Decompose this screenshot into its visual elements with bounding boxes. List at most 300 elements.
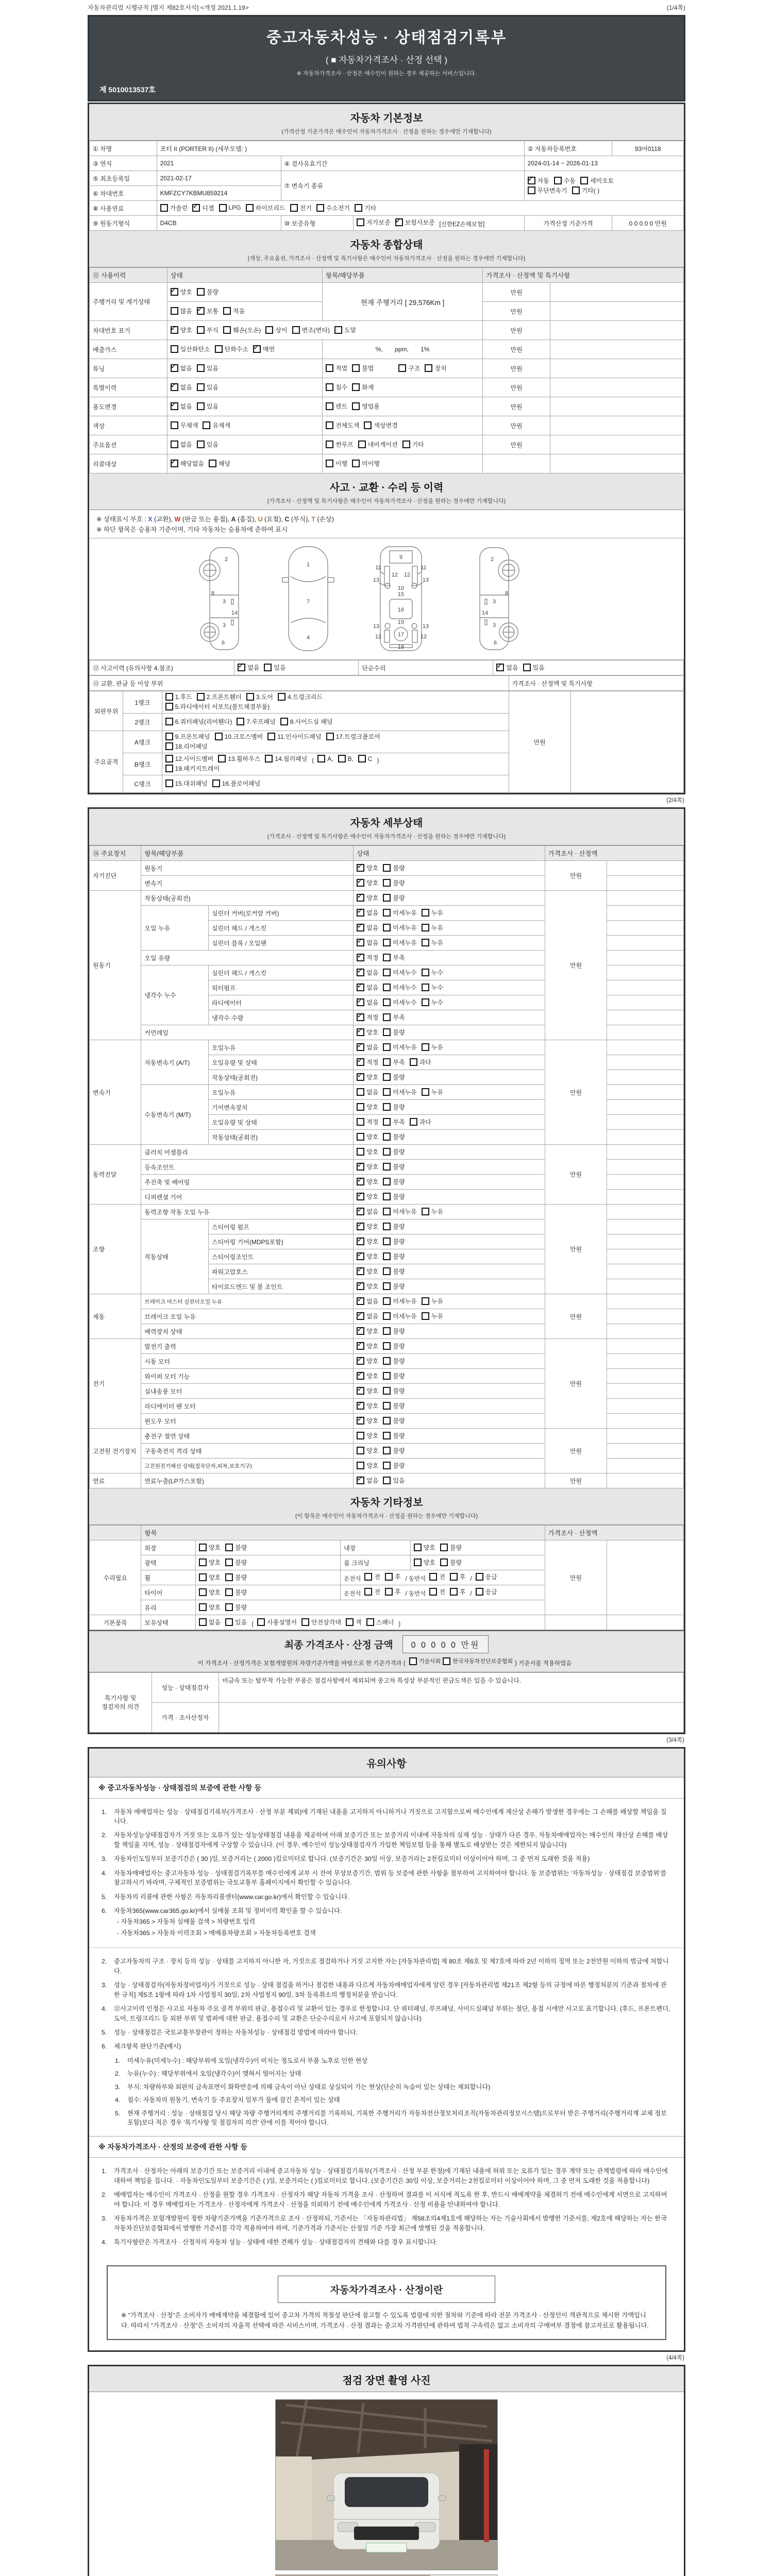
- unchecked-box-icon[interactable]: [383, 1223, 391, 1230]
- checkbox-3.도어[interactable]: [246, 692, 273, 701]
- checkbox-없음[interactable]: [171, 402, 192, 411]
- checkbox-C[interactable]: [358, 755, 373, 762]
- checkbox-12.사이드멤버[interactable]: [165, 754, 214, 763]
- checked-box-icon[interactable]: [171, 402, 178, 410]
- checked-box-icon[interactable]: [357, 1297, 364, 1305]
- checked-box-icon[interactable]: [357, 1402, 364, 1410]
- unchecked-box-icon[interactable]: [422, 969, 429, 976]
- checkbox-양호[interactable]: [171, 287, 192, 296]
- checkbox-양호[interactable]: [357, 1147, 378, 1156]
- checkbox-과다[interactable]: [410, 1117, 431, 1126]
- checked-box-icon[interactable]: [171, 460, 178, 467]
- unchecked-box-icon[interactable]: [383, 1163, 391, 1171]
- unchecked-box-icon[interactable]: [225, 1603, 233, 1611]
- checked-box-icon[interactable]: [357, 984, 364, 991]
- checkbox-없음[interactable]: [171, 364, 192, 372]
- checkbox-불량[interactable]: [383, 1327, 405, 1335]
- unchecked-box-icon[interactable]: [225, 1588, 233, 1596]
- checkbox-양호[interactable]: [357, 878, 378, 887]
- unchecked-box-icon[interactable]: [355, 204, 362, 212]
- checkbox-전[interactable]: [429, 1587, 445, 1596]
- checkbox-불량[interactable]: [383, 1282, 405, 1291]
- checkbox-불량[interactable]: [440, 1558, 462, 1567]
- checkbox-17.트렁크플로어[interactable]: [326, 732, 380, 741]
- checkbox-불량[interactable]: [225, 1573, 247, 1582]
- unchecked-box-icon[interactable]: [171, 307, 178, 315]
- checkbox-양호[interactable]: [357, 1416, 378, 1425]
- checkbox-양호[interactable]: [199, 1558, 221, 1567]
- checkbox-전[interactable]: [364, 1587, 380, 1596]
- unchecked-box-icon[interactable]: [357, 1148, 364, 1156]
- unchecked-box-icon[interactable]: [450, 1588, 458, 1596]
- unchecked-box-icon[interactable]: [352, 460, 360, 467]
- checkbox-13.휠하우스[interactable]: [218, 754, 260, 763]
- checkbox-영업용[interactable]: [352, 402, 380, 411]
- checkbox-양호[interactable]: [357, 1177, 378, 1186]
- checkbox-과다[interactable]: [410, 1058, 431, 1066]
- checkbox-적정[interactable]: [357, 1013, 378, 1022]
- unchecked-box-icon[interactable]: [225, 1618, 233, 1626]
- unchecked-box-icon[interactable]: [383, 924, 391, 931]
- checkbox-없음[interactable]: [357, 1043, 378, 1052]
- checkbox-불량[interactable]: [225, 1543, 247, 1552]
- checkbox-B,[interactable]: [338, 755, 354, 762]
- checkbox-부식[interactable]: [197, 326, 219, 334]
- checkbox-부족[interactable]: [383, 1013, 405, 1022]
- checkbox-후[interactable]: [450, 1572, 466, 1581]
- checkbox-없음[interactable]: [357, 1207, 378, 1216]
- checkbox-없음[interactable]: [357, 968, 378, 977]
- checked-box-icon[interactable]: [357, 909, 364, 917]
- unchecked-box-icon[interactable]: [364, 421, 372, 429]
- checkbox-한국자동차진단보증협회[interactable]: [443, 1657, 513, 1665]
- checkbox-7.루프패널[interactable]: [237, 717, 275, 726]
- unchecked-box-icon[interactable]: [352, 402, 360, 410]
- checked-box-icon[interactable]: [171, 383, 178, 391]
- checked-box-icon[interactable]: [357, 1387, 364, 1395]
- unchecked-box-icon[interactable]: [257, 1618, 265, 1626]
- checked-box-icon[interactable]: [357, 1282, 364, 1290]
- checkbox-불량[interactable]: [225, 1588, 247, 1597]
- checked-box-icon[interactable]: [357, 1372, 364, 1380]
- checked-box-icon[interactable]: [357, 1043, 364, 1051]
- checkbox-보통[interactable]: [197, 307, 219, 315]
- unchecked-box-icon[interactable]: [383, 1118, 391, 1126]
- checkbox-미세누유[interactable]: [383, 1207, 416, 1216]
- checkbox-도말[interactable]: [334, 326, 356, 334]
- unchecked-box-icon[interactable]: [383, 939, 391, 946]
- unchecked-box-icon[interactable]: [326, 402, 333, 410]
- unchecked-box-icon[interactable]: [383, 1267, 391, 1275]
- unchecked-box-icon[interactable]: [383, 1402, 391, 1410]
- unchecked-box-icon[interactable]: [358, 755, 366, 762]
- unchecked-box-icon[interactable]: [554, 177, 562, 184]
- unchecked-box-icon[interactable]: [199, 1603, 207, 1611]
- checkbox-10.크로스멤버[interactable]: [215, 732, 263, 741]
- checkbox-전[interactable]: [429, 1572, 445, 1581]
- unchecked-box-icon[interactable]: [197, 440, 205, 448]
- unchecked-box-icon[interactable]: [383, 1103, 391, 1111]
- unchecked-box-icon[interactable]: [165, 779, 173, 787]
- checked-box-icon[interactable]: [357, 939, 364, 946]
- checkbox-기타( )[interactable]: [572, 186, 600, 195]
- checkbox-없음[interactable]: [357, 983, 378, 992]
- unchecked-box-icon[interactable]: [366, 1618, 374, 1626]
- checkbox-양호[interactable]: [357, 1371, 378, 1380]
- checked-box-icon[interactable]: [357, 1013, 364, 1021]
- checked-box-icon[interactable]: [357, 894, 364, 902]
- checkbox-있음[interactable]: [383, 1476, 405, 1485]
- unchecked-box-icon[interactable]: [225, 1573, 233, 1581]
- checkbox-세미오토[interactable]: [580, 176, 614, 185]
- checkbox-누유[interactable]: [422, 1043, 443, 1052]
- checkbox-없음[interactable]: [357, 998, 378, 1007]
- unchecked-box-icon[interactable]: [357, 1133, 364, 1141]
- unchecked-box-icon[interactable]: [357, 1432, 364, 1439]
- unchecked-box-icon[interactable]: [383, 1372, 391, 1380]
- unchecked-box-icon[interactable]: [290, 204, 298, 212]
- checkbox-후[interactable]: [450, 1587, 466, 1596]
- unchecked-box-icon[interactable]: [218, 755, 226, 762]
- checkbox-화재[interactable]: [352, 383, 374, 392]
- unchecked-box-icon[interactable]: [278, 693, 285, 701]
- checkbox-16.플로어패널[interactable]: [212, 779, 261, 788]
- unchecked-box-icon[interactable]: [364, 1573, 372, 1581]
- checkbox-없음[interactable]: [171, 440, 192, 449]
- unchecked-box-icon[interactable]: [385, 1573, 393, 1581]
- checkbox-5.라디에이터 서포트(볼트체결부품)[interactable]: [165, 702, 270, 711]
- unchecked-box-icon[interactable]: [422, 1043, 429, 1051]
- unchecked-box-icon[interactable]: [264, 664, 272, 671]
- unchecked-box-icon[interactable]: [165, 703, 173, 710]
- checkbox-없음[interactable]: [199, 1618, 221, 1626]
- checkbox-양호[interactable]: [199, 1588, 221, 1597]
- unchecked-box-icon[interactable]: [383, 1462, 391, 1469]
- unchecked-box-icon[interactable]: [440, 1558, 448, 1566]
- checkbox-불량[interactable]: [383, 863, 405, 872]
- checkbox-없음[interactable]: [171, 383, 192, 392]
- checkbox-있음[interactable]: [197, 402, 219, 411]
- checkbox-양호[interactable]: [357, 1342, 378, 1350]
- unchecked-box-icon[interactable]: [171, 421, 178, 429]
- checkbox-양호[interactable]: [357, 1222, 378, 1231]
- checkbox-불량[interactable]: [225, 1558, 247, 1567]
- checkbox-8.사이드실 패널[interactable]: [280, 717, 333, 726]
- checkbox-미세누유[interactable]: [383, 1312, 416, 1320]
- unchecked-box-icon[interactable]: [422, 984, 429, 991]
- checkbox-불량[interactable]: [383, 1446, 405, 1455]
- checkbox-자동[interactable]: [528, 176, 549, 185]
- unchecked-box-icon[interactable]: [383, 1387, 391, 1395]
- checkbox-없음[interactable]: [357, 923, 378, 932]
- checkbox-불량[interactable]: [383, 1431, 405, 1440]
- unchecked-box-icon[interactable]: [410, 1058, 417, 1066]
- checked-box-icon[interactable]: [357, 954, 364, 961]
- unchecked-box-icon[interactable]: [357, 1118, 364, 1126]
- unchecked-box-icon[interactable]: [223, 326, 231, 334]
- checkbox-15.대쉬패널[interactable]: [165, 779, 208, 788]
- checkbox-잭[interactable]: [346, 1618, 362, 1626]
- checkbox-네비게이션[interactable]: [358, 440, 398, 449]
- unchecked-box-icon[interactable]: [440, 1544, 448, 1551]
- unchecked-box-icon[interactable]: [425, 364, 432, 372]
- unchecked-box-icon[interactable]: [383, 1193, 391, 1200]
- checkbox-침수[interactable]: [326, 383, 347, 392]
- unchecked-box-icon[interactable]: [165, 718, 173, 725]
- unchecked-box-icon[interactable]: [410, 1118, 417, 1126]
- unchecked-box-icon[interactable]: [209, 460, 216, 467]
- unchecked-box-icon[interactable]: [422, 1297, 429, 1305]
- checkbox-무단변속기[interactable]: [528, 186, 567, 195]
- checked-box-icon[interactable]: [357, 864, 364, 872]
- checkbox-후[interactable]: [385, 1572, 401, 1581]
- unchecked-box-icon[interactable]: [572, 187, 580, 194]
- unchecked-box-icon[interactable]: [165, 742, 173, 750]
- checkbox-매연[interactable]: [253, 345, 275, 353]
- checkbox-불량[interactable]: [383, 1416, 405, 1425]
- unchecked-box-icon[interactable]: [334, 326, 342, 334]
- checkbox-불량[interactable]: [383, 893, 405, 902]
- unchecked-box-icon[interactable]: [528, 187, 535, 194]
- checkbox-무채색[interactable]: [171, 421, 198, 430]
- unchecked-box-icon[interactable]: [383, 1417, 391, 1425]
- checkbox-색상변경[interactable]: [364, 421, 397, 430]
- unchecked-box-icon[interactable]: [225, 1544, 233, 1551]
- checkbox-안전삼각대[interactable]: [301, 1618, 341, 1626]
- checkbox-상이[interactable]: [265, 326, 287, 334]
- checkbox-누수[interactable]: [422, 983, 443, 992]
- checkbox-양호[interactable]: [357, 1192, 378, 1201]
- unchecked-box-icon[interactable]: [383, 1073, 391, 1081]
- unchecked-box-icon[interactable]: [443, 1657, 450, 1665]
- unchecked-box-icon[interactable]: [357, 218, 364, 226]
- checkbox-불량[interactable]: [383, 1028, 405, 1037]
- checkbox-4.트렁크리드[interactable]: [278, 692, 323, 701]
- checkbox-없음[interactable]: [496, 663, 518, 672]
- checked-box-icon[interactable]: [357, 1252, 364, 1260]
- checkbox-미세누유[interactable]: [383, 908, 416, 917]
- checkbox-미세누수[interactable]: [383, 998, 416, 1007]
- checkbox-미세누유[interactable]: [383, 1043, 416, 1052]
- checkbox-미세누유[interactable]: [383, 938, 416, 947]
- unchecked-box-icon[interactable]: [199, 1544, 207, 1551]
- checkbox-A,[interactable]: [317, 755, 333, 762]
- checkbox-불량[interactable]: [383, 1147, 405, 1156]
- unchecked-box-icon[interactable]: [422, 1312, 429, 1320]
- checkbox-불량[interactable]: [383, 1401, 405, 1410]
- unchecked-box-icon[interactable]: [383, 1013, 391, 1021]
- checkbox-양호[interactable]: [414, 1543, 435, 1552]
- unchecked-box-icon[interactable]: [199, 1573, 207, 1581]
- checkbox-14.필러패널[interactable]: [265, 754, 307, 763]
- checkbox-6.쿼터패널(리어휀다)[interactable]: [165, 717, 232, 726]
- unchecked-box-icon[interactable]: [476, 1588, 483, 1596]
- checkbox-미세누수[interactable]: [383, 983, 416, 992]
- unchecked-box-icon[interactable]: [326, 733, 334, 740]
- unchecked-box-icon[interactable]: [352, 364, 360, 372]
- checkbox-누유[interactable]: [422, 938, 443, 947]
- unchecked-box-icon[interactable]: [414, 1544, 422, 1551]
- checked-box-icon[interactable]: [357, 1238, 364, 1245]
- checkbox-양호[interactable]: [199, 1573, 221, 1582]
- unchecked-box-icon[interactable]: [171, 440, 178, 448]
- checkbox-불량[interactable]: [383, 878, 405, 887]
- unchecked-box-icon[interactable]: [199, 1558, 207, 1566]
- unchecked-box-icon[interactable]: [383, 1282, 391, 1290]
- checkbox-훼손(오손)[interactable]: [223, 326, 261, 334]
- unchecked-box-icon[interactable]: [165, 733, 173, 740]
- unchecked-box-icon[interactable]: [383, 1058, 391, 1066]
- unchecked-box-icon[interactable]: [385, 1588, 393, 1596]
- checked-box-icon[interactable]: [357, 1028, 364, 1036]
- checkbox-양호[interactable]: [357, 1162, 378, 1171]
- checkbox-양호[interactable]: [357, 1327, 378, 1335]
- unchecked-box-icon[interactable]: [357, 1088, 364, 1096]
- checkbox-양호[interactable]: [357, 1103, 378, 1111]
- checked-box-icon[interactable]: [357, 924, 364, 931]
- checkbox-없음[interactable]: [357, 1297, 378, 1306]
- checked-box-icon[interactable]: [171, 364, 178, 372]
- unchecked-box-icon[interactable]: [246, 693, 254, 701]
- checkbox-적음[interactable]: [223, 307, 245, 315]
- checkbox-불량[interactable]: [383, 1237, 405, 1246]
- unchecked-box-icon[interactable]: [265, 326, 273, 334]
- unchecked-box-icon[interactable]: [301, 1618, 309, 1626]
- checkbox-불량[interactable]: [440, 1543, 462, 1552]
- checkbox-양호[interactable]: [357, 1357, 378, 1365]
- checkbox-자가보증[interactable]: [357, 218, 390, 227]
- unchecked-box-icon[interactable]: [225, 1558, 233, 1566]
- unchecked-box-icon[interactable]: [422, 939, 429, 946]
- unchecked-box-icon[interactable]: [223, 307, 231, 315]
- unchecked-box-icon[interactable]: [197, 383, 205, 391]
- checkbox-변조(변타)[interactable]: [292, 326, 330, 334]
- checked-box-icon[interactable]: [171, 288, 178, 296]
- unchecked-box-icon[interactable]: [219, 204, 227, 212]
- unchecked-box-icon[interactable]: [352, 383, 360, 391]
- checkbox-11.인사이드패널[interactable]: [267, 732, 321, 741]
- checkbox-누유[interactable]: [422, 1312, 443, 1320]
- unchecked-box-icon[interactable]: [165, 693, 173, 701]
- checkbox-있음[interactable]: [523, 663, 545, 672]
- checked-box-icon[interactable]: [357, 1193, 364, 1200]
- unchecked-box-icon[interactable]: [383, 998, 391, 1006]
- checkbox-응급[interactable]: [476, 1572, 497, 1581]
- checkbox-해당[interactable]: [209, 459, 230, 468]
- checked-box-icon[interactable]: [171, 326, 178, 334]
- checkbox-가솔린[interactable]: [160, 204, 188, 212]
- checkbox-불량[interactable]: [383, 1461, 405, 1470]
- unchecked-box-icon[interactable]: [265, 755, 273, 762]
- unchecked-box-icon[interactable]: [326, 383, 333, 391]
- checkbox-양호[interactable]: [199, 1543, 221, 1552]
- unchecked-box-icon[interactable]: [358, 440, 366, 448]
- checkbox-이행[interactable]: [326, 459, 347, 468]
- checkbox-불량[interactable]: [383, 1371, 405, 1380]
- unchecked-box-icon[interactable]: [383, 1088, 391, 1096]
- checked-box-icon[interactable]: [496, 664, 504, 671]
- checkbox-없음[interactable]: [357, 1088, 378, 1096]
- unchecked-box-icon[interactable]: [357, 1447, 364, 1454]
- checked-box-icon[interactable]: [357, 1357, 364, 1365]
- checkbox-기타[interactable]: [402, 440, 424, 449]
- checkbox-없음[interactable]: [357, 938, 378, 947]
- checked-box-icon[interactable]: [528, 177, 535, 184]
- unchecked-box-icon[interactable]: [383, 954, 391, 961]
- unchecked-box-icon[interactable]: [422, 998, 429, 1006]
- checkbox-불법[interactable]: [352, 364, 374, 372]
- checked-box-icon[interactable]: [357, 1327, 364, 1335]
- checkbox-기타[interactable]: [355, 204, 376, 212]
- unchecked-box-icon[interactable]: [364, 1588, 372, 1596]
- checkbox-양호[interactable]: [357, 1446, 378, 1455]
- checkbox-양호[interactable]: [171, 326, 192, 334]
- checkbox-양호[interactable]: [357, 1252, 378, 1261]
- checked-box-icon[interactable]: [253, 345, 261, 353]
- checked-box-icon[interactable]: [357, 1163, 364, 1171]
- checkbox-적정[interactable]: [357, 1117, 378, 1126]
- unchecked-box-icon[interactable]: [357, 1103, 364, 1111]
- unchecked-box-icon[interactable]: [160, 204, 168, 212]
- checkbox-양호[interactable]: [357, 1386, 378, 1395]
- unchecked-box-icon[interactable]: [292, 326, 300, 334]
- unchecked-box-icon[interactable]: [523, 664, 531, 671]
- checkbox-불량[interactable]: [383, 1073, 405, 1081]
- unchecked-box-icon[interactable]: [422, 1208, 429, 1215]
- checkbox-양호[interactable]: [357, 1073, 378, 1081]
- unchecked-box-icon[interactable]: [422, 924, 429, 931]
- checkbox-불량[interactable]: [383, 1103, 405, 1111]
- unchecked-box-icon[interactable]: [383, 894, 391, 902]
- checkbox-누수[interactable]: [422, 968, 443, 977]
- unchecked-box-icon[interactable]: [383, 909, 391, 917]
- unchecked-box-icon[interactable]: [450, 1573, 458, 1581]
- checkbox-사용설명서[interactable]: [257, 1618, 297, 1626]
- checkbox-누유[interactable]: [422, 923, 443, 932]
- checked-box-icon[interactable]: [357, 1208, 364, 1215]
- checkbox-불량[interactable]: [383, 1357, 405, 1365]
- checkbox-보험사보증[interactable]: [395, 218, 435, 227]
- unchecked-box-icon[interactable]: [212, 779, 220, 787]
- checkbox-부족[interactable]: [383, 1117, 405, 1126]
- checked-box-icon[interactable]: [357, 1477, 364, 1484]
- checkbox-불량[interactable]: [383, 1267, 405, 1276]
- checkbox-구조[interactable]: [398, 364, 420, 372]
- checkbox-양호[interactable]: [357, 1132, 378, 1141]
- checkbox-유채색[interactable]: [203, 421, 230, 430]
- checkbox-탄화수소[interactable]: [215, 345, 248, 353]
- checkbox-양호[interactable]: [357, 1028, 378, 1037]
- checkbox-양호[interactable]: [199, 1603, 221, 1612]
- checkbox-전체도색[interactable]: [326, 421, 359, 430]
- unchecked-box-icon[interactable]: [326, 460, 333, 467]
- unchecked-box-icon[interactable]: [409, 1657, 417, 1665]
- unchecked-box-icon[interactable]: [383, 1043, 391, 1051]
- checkbox-일산화탄소[interactable]: [171, 345, 210, 353]
- checked-box-icon[interactable]: [197, 307, 205, 315]
- unchecked-box-icon[interactable]: [383, 1477, 391, 1484]
- unchecked-box-icon[interactable]: [246, 204, 254, 212]
- unchecked-box-icon[interactable]: [199, 1588, 207, 1596]
- unchecked-box-icon[interactable]: [267, 733, 275, 740]
- checkbox-있음[interactable]: [197, 440, 219, 449]
- checkbox-누수[interactable]: [422, 998, 443, 1007]
- checkbox-9.프론트패널[interactable]: [165, 732, 210, 741]
- unchecked-box-icon[interactable]: [383, 1208, 391, 1215]
- unchecked-box-icon[interactable]: [383, 1252, 391, 1260]
- checkbox-불량[interactable]: [383, 1132, 405, 1141]
- checkbox-누유[interactable]: [422, 1207, 443, 1216]
